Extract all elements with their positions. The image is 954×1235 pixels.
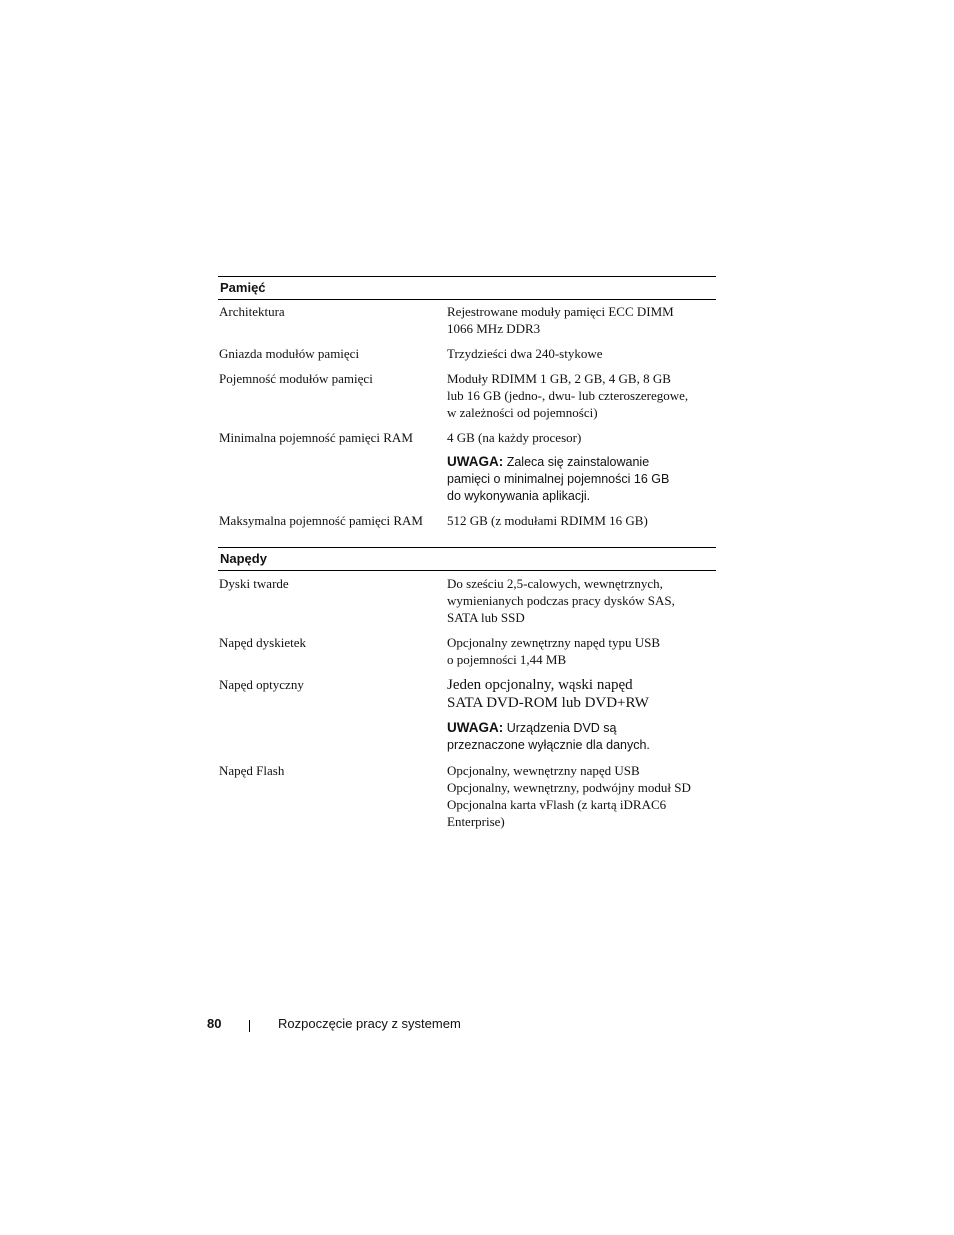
spec-value-line: lub 16 GB (jedno-, dwu- lub czteroszeregowe,: [447, 388, 689, 403]
note-line: pamięci o minimalnej pojemności 16 GB: [447, 472, 670, 486]
spec-value-line: w zależności od pojemności): [447, 405, 598, 420]
spec-value: [447, 370, 716, 421]
spec-label: Napęd optyczny: [219, 677, 304, 692]
spec-value-line: Opcjonalna karta vFlash (z kartą iDRAC6: [447, 797, 667, 812]
spec-label: Architektura: [219, 304, 285, 319]
footer-title: Rozpoczęcie pracy z systemem: [278, 1016, 461, 1031]
spec-value-line: 512 GB (z modułami RDIMM 16 GB): [447, 513, 648, 528]
spec-label: Dyski twarde: [219, 576, 289, 591]
spec-value: [447, 345, 716, 362]
spec-value-line: SATA DVD-ROM lub DVD+RW: [447, 695, 649, 711]
spec-value: [447, 634, 716, 668]
spec-value: [447, 676, 716, 754]
spec-value-line: 1066 MHz DDR3: [447, 321, 541, 336]
spec-label: Pojemność modułów pamięci: [219, 371, 373, 386]
note: [447, 453, 716, 505]
spec-value: [447, 429, 716, 505]
spec-label: Napęd Flash: [219, 763, 285, 778]
note-line: [447, 453, 716, 471]
note-label: UWAGA:: [447, 720, 504, 735]
note-line: do wykonywania aplikacji.: [447, 489, 591, 503]
memory-section: [218, 276, 716, 528]
spec-label: Minimalna pojemność pamięci RAM: [219, 430, 413, 445]
note-line: przeznaczone wyłącznie dla danych.: [447, 738, 650, 752]
spec-value-line: Do sześciu 2,5-calowych, wewnętrznych,: [447, 576, 663, 591]
spec-value-line: Opcjonalny, wewnętrzny napęd USB: [447, 763, 640, 778]
spec-value-line: wymienianych podczas pracy dysków SAS,: [447, 593, 675, 608]
spec-value-line: Rejestrowane moduły pamięci ECC DIMM: [447, 304, 674, 319]
spec-value-line: 4 GB (na każdy procesor): [447, 430, 582, 445]
spec-value: [447, 303, 716, 337]
spec-label: Maksymalna pojemność pamięci RAM: [219, 513, 423, 528]
note-label: UWAGA:: [447, 454, 504, 469]
section-header-drives: Napędy: [218, 547, 716, 571]
spec-value-line: Opcjonalny zewnętrzny napęd typu USB: [447, 635, 661, 650]
spec-value: [447, 512, 716, 529]
spec-value-line: Enterprise): [447, 814, 505, 829]
spec-value-line: Moduły RDIMM 1 GB, 2 GB, 4 GB, 8 GB: [447, 371, 671, 386]
section-header-memory: Pamięć: [218, 276, 716, 300]
note-text: Urządzenia DVD są: [503, 721, 617, 735]
spec-value-line: Jeden opcjonalny, wąski napęd: [447, 677, 633, 693]
spec-value-line: Opcjonalny, wewnętrzny, podwójny moduł SD: [447, 780, 691, 795]
note: [447, 719, 716, 754]
spec-value: [447, 762, 716, 830]
spec-value: [447, 575, 716, 626]
spec-label: Gniazda modułów pamięci: [219, 346, 360, 361]
page-number: 80: [207, 1016, 222, 1031]
spec-value-line: Trzydzieści dwa 240-stykowe: [447, 346, 603, 361]
note-line: [447, 719, 716, 737]
drives-section: [218, 547, 716, 829]
spec-label: Napęd dyskietek: [219, 635, 307, 650]
footer-divider: [249, 1020, 250, 1032]
page-footer: [207, 1016, 607, 1036]
spec-value-line: SATA lub SSD: [447, 610, 525, 625]
spec-value-line: o pojemności 1,44 MB: [447, 652, 567, 667]
note-text: Zaleca się zainstalowanie: [503, 455, 650, 469]
